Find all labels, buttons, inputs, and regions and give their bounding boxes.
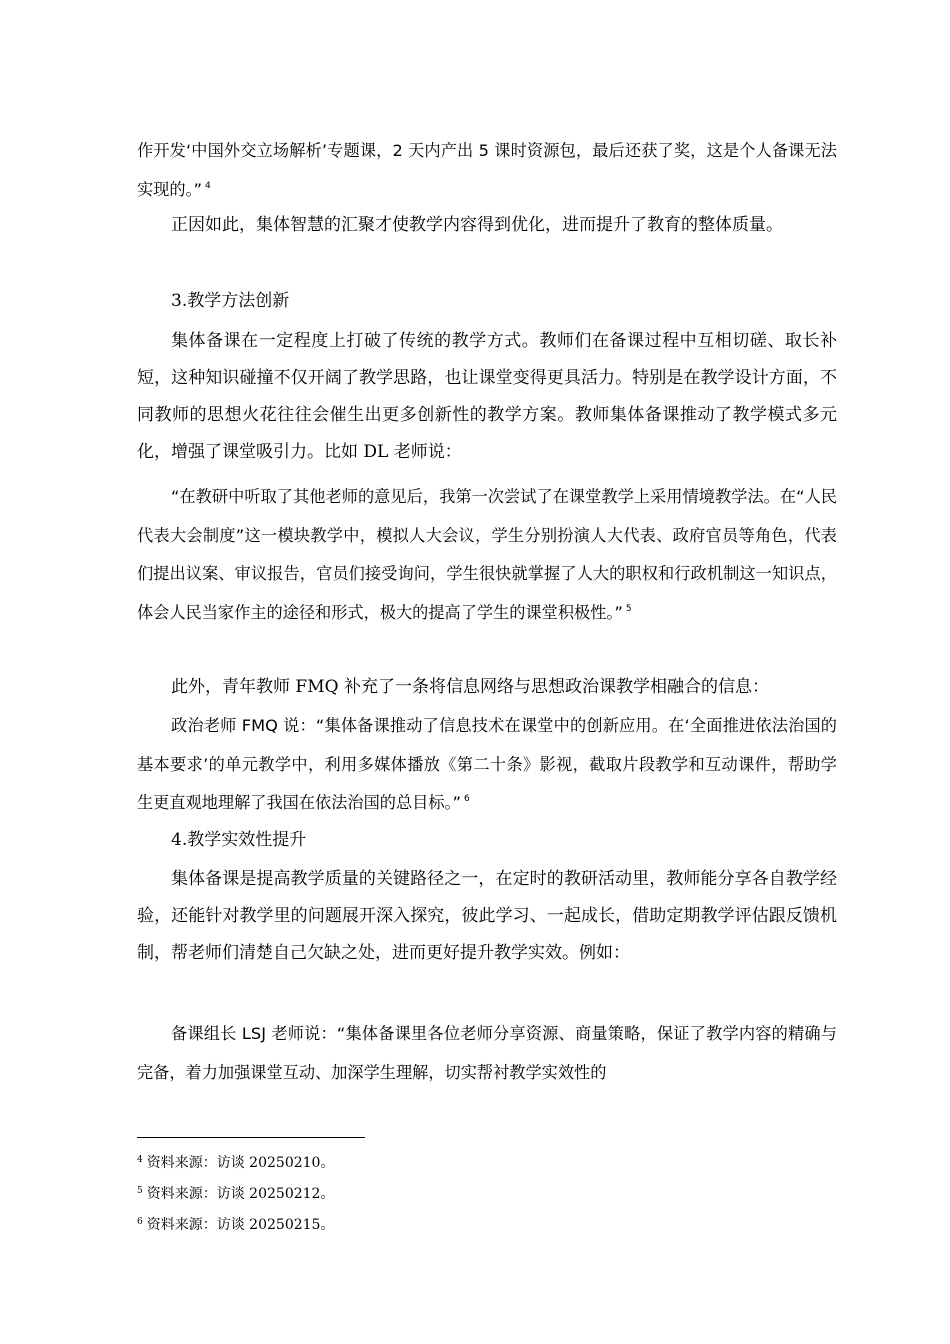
paragraph-summary xyxy=(137,207,837,244)
footnote-6 xyxy=(137,1212,334,1235)
paragraph-effectiveness xyxy=(137,861,837,972)
footnote-4 xyxy=(137,1150,334,1173)
footnote-number: 4 xyxy=(137,1155,143,1165)
quote-text: 作开发‘中国外交立场解析’专题课，2 天内产出 5 课时资源包，最后还获了奖，这是个人备课无法实现的。” xyxy=(137,141,837,199)
paragraph-continued-quote xyxy=(137,132,837,209)
quote-text: 备课组长 LSJ 老师说：“集体备课里各位老师分享资源、商量策略，保证了教学内容的精确与完备，着力加强课堂互动、加深学生理解，切实帮衬教学实效性的 xyxy=(137,1024,837,1082)
footnote-text: 资料来源：访谈 20250212。 xyxy=(146,1186,335,1202)
footnote-ref-4[interactable]: 4 xyxy=(205,180,211,191)
footnote-5 xyxy=(137,1181,334,1204)
quote-lsj-teacher xyxy=(137,1015,837,1092)
paragraph-text: 正因如此，集体智慧的汇聚才使教学内容得到优化，进而提升了教育的整体质量。 xyxy=(171,215,783,235)
footnote-text: 资料来源：访谈 20250210。 xyxy=(146,1155,335,1171)
footnote-number: 5 xyxy=(137,1186,143,1196)
paragraph-text: 集体备课在一定程度上打破了传统的教学方式。教师们在备课过程中互相切磋、取长补短，这种知识碰撞不仅开阔了教学思路，也让课堂变得更具活力。特别是在教学设计方面，不同教师的思想火花往往会催生出更多创新性的教学方案。教师集体备课推动了教学模式多元化，增强了课堂吸引力。比如 DL 老师说： xyxy=(137,331,837,462)
footnote-number: 6 xyxy=(137,1217,143,1227)
footnote-text: 资料来源：访谈 20250215。 xyxy=(146,1217,335,1233)
paragraph-text: 此外，青年教师 FMQ 补充了一条将信息网络与思想政治课教学相融合的信息： xyxy=(171,677,769,697)
paragraph-fmq-intro xyxy=(137,669,837,706)
quote-dl-teacher xyxy=(137,478,837,632)
quote-fmq-teacher xyxy=(137,707,837,823)
paragraph-text: 集体备课是提高教学质量的关键路径之一，在定时的教研活动里，教师能分享各自教学经验，还能针对教学里的问题展开深入探究，彼此学习、一起成长，借助定期教学评估跟反馈机制，帮老师们清楚自己欠缺之处，进而更好提升教学实效。例如： xyxy=(137,869,837,963)
footnote-ref-5[interactable]: 5 xyxy=(625,603,632,614)
footnote-separator xyxy=(137,1137,365,1138)
quote-text: 政治老师 FMQ 说：“集体备课推动了信息技术在课堂中的创新应用。在‘全面推进依法治国的基本要求’的单元教学中，利用多媒体播放《第二十条》影视，截取片段教学和互动课件，帮助学生更直观地理解了我国在依法治国的总目标。” xyxy=(137,716,837,812)
footnote-ref-6[interactable]: 6 xyxy=(464,794,470,804)
paragraph-method-innovation xyxy=(137,323,837,471)
quote-text: “在教研中听取了其他老师的意见后，我第一次尝试了在课堂教学上采用情境教学法。在“人民代表大会制度”这一模块教学中，模拟人大会议，学生分别扮演人大代表、政府官员等角色，代表们提出议案、审议报告，官员们接受询问，学生很快就掌握了人大的职权和行政机制这一知识点，体会人民当家作主的途径和形式，极大的提高了学生的课堂积极性。” xyxy=(137,487,837,622)
section-heading-4: 4.教学实效性提升 xyxy=(171,830,307,850)
section-heading-3: 3.教学方法创新 xyxy=(171,291,290,311)
